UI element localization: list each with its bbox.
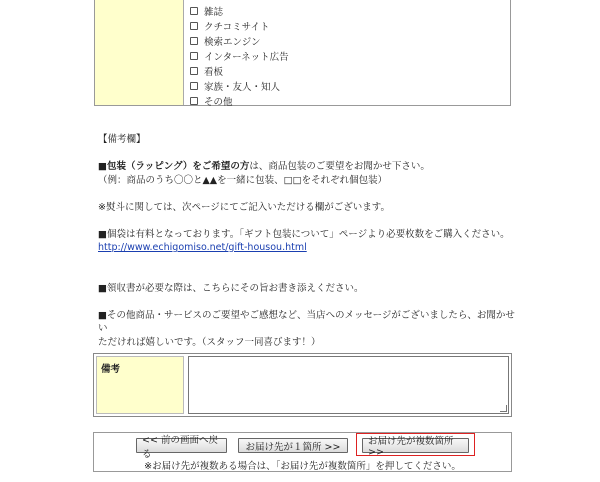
footer-note: ※お届け先が複数ある場合は、「お届け先が複数箇所」を押してください。 [144, 461, 461, 472]
other-note-line1: ■その他商品・サービスのご要望やご感想など、当店へのメッセージがございましたら、お聞かせい [98, 309, 515, 334]
other-note-line2: ただければ嬉しいです。（スタッフ一同喜びます！） [98, 336, 321, 348]
wrap-note [98, 160, 518, 174]
option-review-site[interactable] [190, 18, 289, 33]
bag-note: ■個袋は有料となっております。「ギフト包装について」ページより必要枚数をご購入ください。 [98, 228, 510, 240]
checkbox-magazine[interactable] [190, 7, 198, 15]
option-signboard[interactable] [190, 63, 289, 78]
single-destination-button[interactable]: お届け先が１箇所 >> [238, 438, 348, 453]
option-search-engine[interactable] [190, 33, 289, 48]
wrap-note-bold: ■包装（ラッピング）をご希望の方 [98, 161, 250, 172]
option-label: 検索エンジン [204, 36, 261, 48]
receipt-note: ■領収書が必要な際は、こちらにその旨お書き添えください。 [98, 282, 364, 294]
checkbox-family-friends[interactable] [190, 82, 198, 90]
option-label: 看板 [204, 66, 224, 78]
option-label: 家族・友人・知人 [204, 81, 281, 93]
wrap-note-rest: は、商品包装のご要望をお聞かせ下さい。 [249, 161, 430, 172]
referral-label-cell [95, 0, 184, 105]
option-magazine[interactable] [190, 3, 289, 18]
remarks-table [93, 353, 512, 417]
option-other[interactable] [190, 93, 289, 108]
wrap-example: （例：商品のうち〇〇と▲▲を一緒に包装、□□をそれぞれ個包装） [98, 174, 388, 186]
option-label: その他 [204, 96, 233, 108]
multiple-destinations-button[interactable]: お届け先が複数箇所 >> [362, 438, 469, 453]
gift-wrap-link[interactable]: http://www.echigomiso.net/gift-housou.html [98, 242, 307, 253]
option-label: クチコミサイト [204, 21, 270, 33]
noshi-note: ※熨斗に関しては、次ページにてご記入いただける欄がございます。 [98, 201, 391, 213]
notes-section [98, 133, 518, 349]
back-button[interactable]: << 前の画面へ戻る [136, 438, 227, 453]
checkbox-search-engine[interactable] [190, 37, 198, 45]
option-label: インターネット広告 [204, 51, 289, 63]
referral-source-table [94, 0, 511, 106]
referral-options [184, 0, 289, 108]
resize-handle-icon[interactable] [500, 405, 507, 412]
option-label: 雑誌 [204, 6, 224, 18]
option-internet-ad[interactable] [190, 48, 289, 63]
checkbox-review-site[interactable] [190, 22, 198, 30]
option-family-friends[interactable] [190, 78, 289, 93]
checkbox-other[interactable] [190, 97, 198, 105]
remarks-textarea[interactable] [188, 356, 509, 414]
notes-heading: 【備考欄】 [98, 134, 146, 145]
checkbox-internet-ad[interactable] [190, 52, 198, 60]
footer-buttons [93, 432, 512, 472]
checkbox-signboard[interactable] [190, 67, 198, 75]
remarks-label: 備考 [96, 356, 184, 414]
